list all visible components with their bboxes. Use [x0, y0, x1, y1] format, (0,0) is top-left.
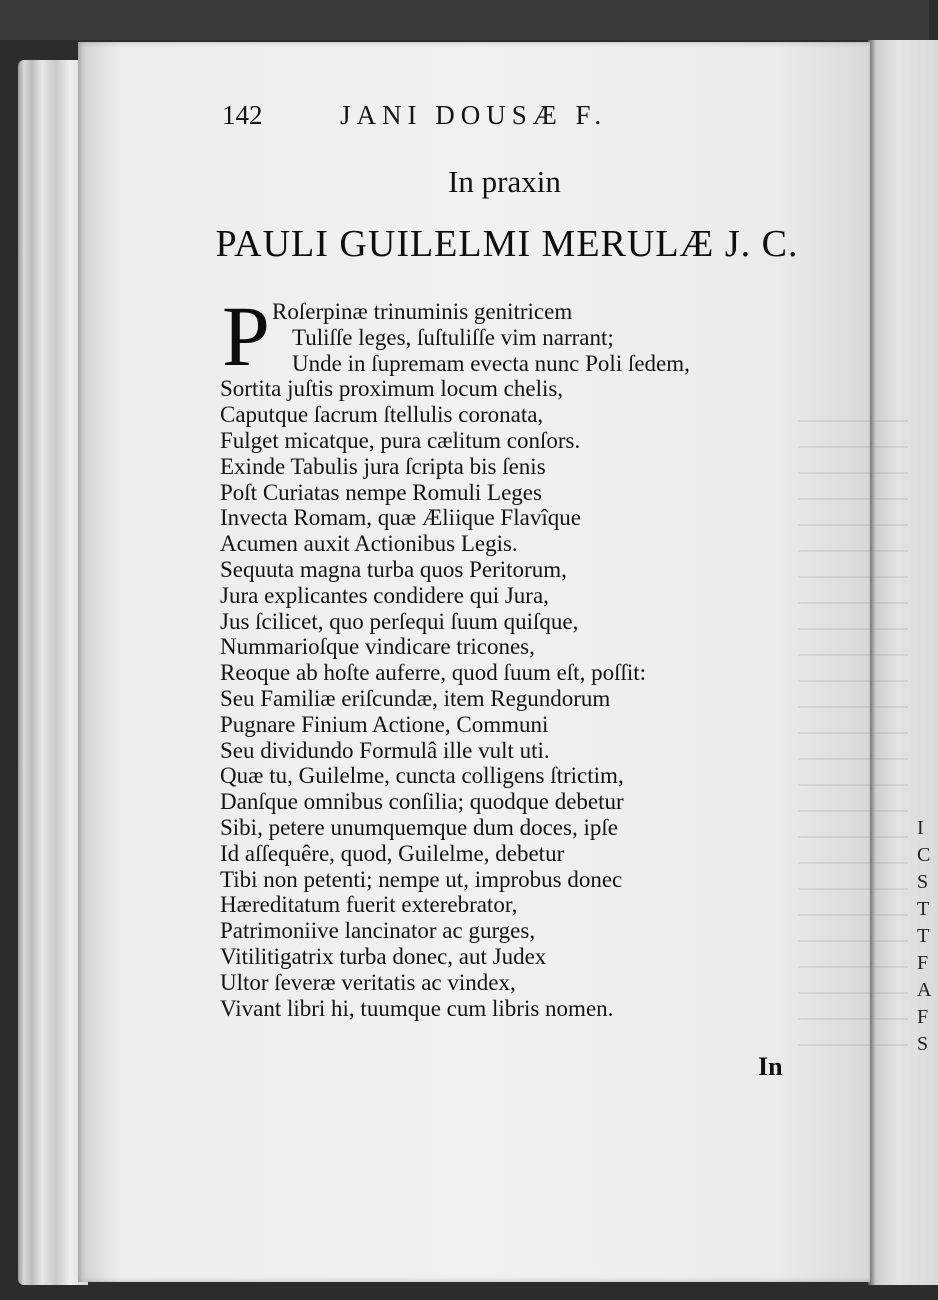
- poem-line-first: Roſerpinæ trinuminis genitricem: [272, 299, 573, 324]
- poem-line: Exinde Tabulis jura ſcripta bis ſenis: [220, 453, 546, 479]
- poem-line: Jura explicantes condidere qui Jura,: [220, 582, 549, 608]
- facing-letter: I: [917, 817, 924, 839]
- poem-line: Hæreditatum fuerit exterebrator,: [220, 892, 518, 918]
- poem-line: Vivant libri hi, tuumque cum libris nomen.: [220, 995, 614, 1021]
- facing-letter: S: [917, 1033, 929, 1055]
- facing-letter: A: [917, 979, 932, 1001]
- facing-letter: T: [917, 925, 930, 947]
- facing-page-letters: [917, 815, 937, 1058]
- poem-line: Ultor ſeveræ veritatis ac vindex,: [220, 969, 516, 995]
- poem-line: Tuliſſe leges, ſuſtuliſſe vim narrant;: [292, 324, 614, 350]
- poem-line: Sequuta magna turba quos Peritorum,: [220, 557, 567, 582]
- poem-line: Unde in ſupremam evecta nunc Poli ſedem,: [292, 350, 690, 376]
- facing-letter: F: [917, 952, 929, 974]
- facing-letter: F: [917, 1006, 929, 1028]
- poem-line: Caputque ſacrum ſtellulis coronata,: [220, 402, 544, 428]
- poem-line: Danſque omnibus conſilia; quodque debetur: [220, 789, 624, 815]
- poem-line: Reoque ab hoſte auferre, quod ſuum eſt, poſſit:: [220, 660, 647, 686]
- running-head: [222, 96, 662, 136]
- facing-letter: T: [917, 898, 930, 920]
- poem-line: Jus ſcilicet, quo perſequi ſuum quiſque,: [220, 608, 579, 634]
- poem-line: Nummarioſque vindicare tricones,: [220, 634, 535, 660]
- poem-line: Patrimoniive lancinator ac gurges,: [220, 918, 536, 944]
- poem-line: Vitilitigatrix turba donec, aut Judex: [220, 944, 547, 969]
- poem-title: PAULI GUILELMI MERULÆ J. C.: [215, 223, 799, 265]
- poem-line: Tibi non petenti; nempe ut, improbus donec: [220, 866, 623, 892]
- poem-line: Invecta Romam, quæ Æliique Flavîque: [220, 505, 581, 531]
- facing-letter: C: [917, 844, 931, 866]
- poem-line: Sibi, petere unumquemque dum doces, ipſe: [220, 815, 618, 840]
- poem-line: Seu dividundo Formulâ ille vult uti.: [220, 737, 550, 763]
- poem-line: Seu Familiæ eriſcundæ, item Regundorum: [220, 686, 611, 711]
- poem-line: Poſt Curiatas nempe Romuli Leges: [220, 479, 542, 505]
- poem-line: Pugnare Finium Actione, Communi: [220, 711, 549, 737]
- poem-line: Sortita juſtis proximum locum chelis,: [220, 376, 564, 402]
- poem-line: Acumen auxit Actionibus Legis.: [220, 531, 518, 557]
- poem-caption: In praxin: [448, 164, 561, 199]
- background-top: [0, 0, 929, 40]
- show-through-text: [798, 402, 908, 1062]
- running-title: JANI DOUSÆ F.: [340, 100, 608, 130]
- poem-line: Quæ tu, Guilelme, cuncta colligens ſtrictim,: [220, 763, 624, 789]
- catchword: In: [758, 1052, 783, 1081]
- drop-cap: P: [222, 288, 270, 384]
- poem-line: Id aſſequêre, quod, Guilelme, debetur: [220, 840, 565, 866]
- page-number: 142: [222, 100, 263, 130]
- poem-line: Fulget micatque, pura cælitum conſors.: [220, 428, 581, 453]
- facing-letter: S: [917, 871, 929, 893]
